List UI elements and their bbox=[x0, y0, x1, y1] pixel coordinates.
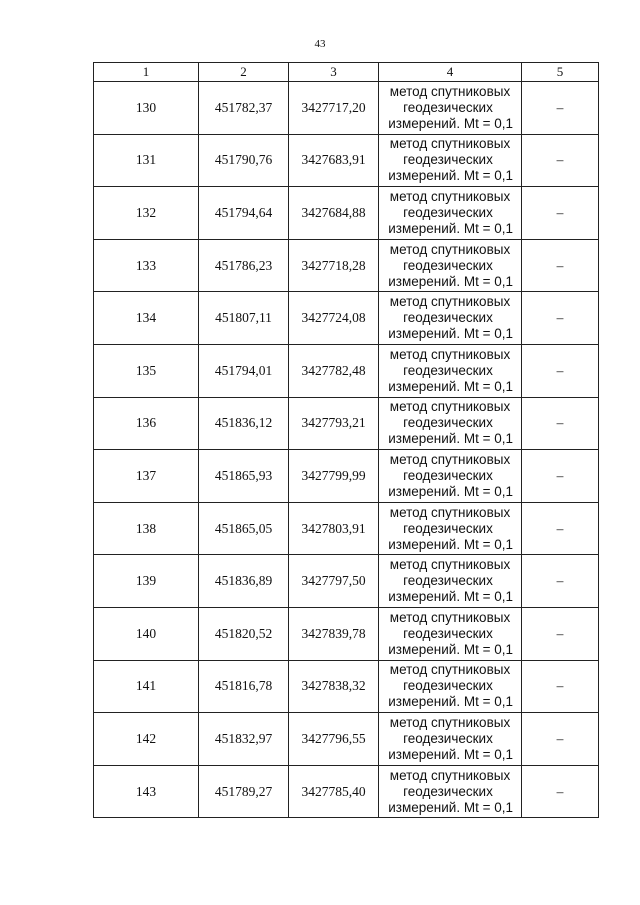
note-cell: – bbox=[522, 713, 599, 766]
y-coordinate-cell: 3427803,91 bbox=[289, 502, 379, 555]
method-line: метод спутниковых bbox=[389, 294, 511, 310]
x-coordinate-cell: 451832,97 bbox=[199, 713, 289, 766]
method-line: измерений. Mt = 0,1 bbox=[388, 589, 513, 605]
point-number-cell: 133 bbox=[94, 239, 199, 292]
note-cell: – bbox=[522, 187, 599, 240]
method-cell bbox=[379, 713, 522, 766]
method-line: геодезических bbox=[403, 520, 493, 536]
method-line: метод спутниковых bbox=[389, 557, 511, 573]
table-row bbox=[94, 502, 599, 555]
column-header-1: 1 bbox=[94, 63, 199, 82]
method-cell bbox=[379, 502, 522, 555]
x-coordinate-cell: 451807,11 bbox=[199, 292, 289, 345]
point-number-cell: 142 bbox=[94, 713, 199, 766]
x-coordinate-cell: 451836,89 bbox=[199, 555, 289, 608]
x-coordinate-cell: 451820,52 bbox=[199, 607, 289, 660]
note-cell: – bbox=[522, 555, 599, 608]
note-cell: – bbox=[522, 397, 599, 450]
y-coordinate-cell: 3427793,21 bbox=[289, 397, 379, 450]
point-number-cell: 136 bbox=[94, 397, 199, 450]
table-row bbox=[94, 187, 599, 240]
y-coordinate-cell: 3427718,28 bbox=[289, 239, 379, 292]
method-line: измерений. Mt = 0,1 bbox=[388, 694, 513, 710]
x-coordinate-cell: 451865,05 bbox=[199, 502, 289, 555]
method-line: измерений. Mt = 0,1 bbox=[388, 536, 513, 552]
method-line: геодезических bbox=[403, 467, 493, 483]
x-coordinate-cell: 451794,64 bbox=[199, 187, 289, 240]
method-line: метод спутниковых bbox=[389, 451, 511, 467]
column-header-2: 2 bbox=[199, 63, 289, 82]
method-line: геодезических bbox=[403, 99, 493, 115]
y-coordinate-cell: 3427724,08 bbox=[289, 292, 379, 345]
method-line: метод спутниковых bbox=[389, 399, 511, 415]
method-line: метод спутниковых bbox=[389, 83, 511, 99]
coordinates-table bbox=[93, 62, 599, 818]
column-header-4: 4 bbox=[379, 63, 522, 82]
method-cell bbox=[379, 607, 522, 660]
method-line: геодезических bbox=[403, 362, 493, 378]
method-line: измерений. Mt = 0,1 bbox=[388, 168, 513, 184]
method-line: метод спутниковых bbox=[389, 504, 511, 520]
method-line: метод спутниковых bbox=[389, 609, 511, 625]
method-line: измерений. Mt = 0,1 bbox=[388, 641, 513, 657]
table-row bbox=[94, 607, 599, 660]
x-coordinate-cell: 451794,01 bbox=[199, 344, 289, 397]
method-line: измерений. Mt = 0,1 bbox=[388, 115, 513, 131]
method-line: измерений. Mt = 0,1 bbox=[388, 799, 513, 815]
method-cell bbox=[379, 292, 522, 345]
table-row bbox=[94, 555, 599, 608]
table-row bbox=[94, 344, 599, 397]
point-number-cell: 137 bbox=[94, 450, 199, 503]
point-number-cell: 141 bbox=[94, 660, 199, 713]
point-number-cell: 131 bbox=[94, 134, 199, 187]
y-coordinate-cell: 3427782,48 bbox=[289, 344, 379, 397]
column-header-3: 3 bbox=[289, 63, 379, 82]
note-cell: – bbox=[522, 502, 599, 555]
method-line: геодезических bbox=[403, 783, 493, 799]
table-row bbox=[94, 713, 599, 766]
note-cell: – bbox=[522, 292, 599, 345]
method-cell bbox=[379, 134, 522, 187]
y-coordinate-cell: 3427785,40 bbox=[289, 765, 379, 818]
column-header-5: 5 bbox=[522, 63, 599, 82]
x-coordinate-cell: 451786,23 bbox=[199, 239, 289, 292]
x-coordinate-cell: 451816,78 bbox=[199, 660, 289, 713]
table-row bbox=[94, 292, 599, 345]
y-coordinate-cell: 3427797,50 bbox=[289, 555, 379, 608]
point-number-cell: 134 bbox=[94, 292, 199, 345]
method-line: измерений. Mt = 0,1 bbox=[388, 273, 513, 289]
note-cell: – bbox=[522, 344, 599, 397]
point-number-cell: 138 bbox=[94, 502, 199, 555]
y-coordinate-cell: 3427838,32 bbox=[289, 660, 379, 713]
note-cell: – bbox=[522, 450, 599, 503]
method-line: геодезических bbox=[403, 257, 493, 273]
method-line: метод спутниковых bbox=[389, 136, 511, 152]
y-coordinate-cell: 3427799,99 bbox=[289, 450, 379, 503]
y-coordinate-cell: 3427839,78 bbox=[289, 607, 379, 660]
note-cell: – bbox=[522, 82, 599, 135]
note-cell: – bbox=[522, 607, 599, 660]
note-cell: – bbox=[522, 765, 599, 818]
note-cell: – bbox=[522, 239, 599, 292]
table-row bbox=[94, 660, 599, 713]
method-cell bbox=[379, 397, 522, 450]
method-line: геодезических bbox=[403, 573, 493, 589]
method-line: метод спутниковых bbox=[389, 188, 511, 204]
method-cell bbox=[379, 344, 522, 397]
method-cell bbox=[379, 82, 522, 135]
method-line: измерений. Mt = 0,1 bbox=[388, 483, 513, 499]
point-number-cell: 139 bbox=[94, 555, 199, 608]
point-number-cell: 143 bbox=[94, 765, 199, 818]
table-row bbox=[94, 397, 599, 450]
method-line: геодезических bbox=[403, 415, 493, 431]
method-line: метод спутниковых bbox=[389, 714, 511, 730]
method-line: измерений. Mt = 0,1 bbox=[388, 378, 513, 394]
x-coordinate-cell: 451865,93 bbox=[199, 450, 289, 503]
note-cell: – bbox=[522, 660, 599, 713]
method-line: геодезических bbox=[403, 204, 493, 220]
point-number-cell: 140 bbox=[94, 607, 199, 660]
method-line: геодезических bbox=[403, 625, 493, 641]
method-line: метод спутниковых bbox=[389, 346, 511, 362]
method-line: измерений. Mt = 0,1 bbox=[388, 220, 513, 236]
method-line: измерений. Mt = 0,1 bbox=[388, 326, 513, 342]
method-cell bbox=[379, 450, 522, 503]
x-coordinate-cell: 451836,12 bbox=[199, 397, 289, 450]
point-number-cell: 135 bbox=[94, 344, 199, 397]
x-coordinate-cell: 451789,27 bbox=[199, 765, 289, 818]
table-row bbox=[94, 450, 599, 503]
table-row bbox=[94, 134, 599, 187]
y-coordinate-cell: 3427796,55 bbox=[289, 713, 379, 766]
method-cell bbox=[379, 239, 522, 292]
y-coordinate-cell: 3427683,91 bbox=[289, 134, 379, 187]
method-line: геодезических bbox=[403, 730, 493, 746]
note-cell: – bbox=[522, 134, 599, 187]
method-line: геодезических bbox=[403, 152, 493, 168]
method-line: метод спутниковых bbox=[389, 662, 511, 678]
method-line: геодезических bbox=[403, 310, 493, 326]
table-row bbox=[94, 239, 599, 292]
point-number-cell: 130 bbox=[94, 82, 199, 135]
table-row bbox=[94, 82, 599, 135]
table-header-row bbox=[94, 63, 599, 82]
method-cell bbox=[379, 555, 522, 608]
method-cell bbox=[379, 187, 522, 240]
table-row bbox=[94, 765, 599, 818]
x-coordinate-cell: 451790,76 bbox=[199, 134, 289, 187]
page-number: 43 bbox=[314, 38, 326, 50]
x-coordinate-cell: 451782,37 bbox=[199, 82, 289, 135]
y-coordinate-cell: 3427717,20 bbox=[289, 82, 379, 135]
method-cell bbox=[379, 660, 522, 713]
method-line: измерений. Mt = 0,1 bbox=[388, 746, 513, 762]
point-number-cell: 132 bbox=[94, 187, 199, 240]
method-line: геодезических bbox=[403, 678, 493, 694]
method-cell bbox=[379, 765, 522, 818]
method-line: измерений. Mt = 0,1 bbox=[388, 431, 513, 447]
y-coordinate-cell: 3427684,88 bbox=[289, 187, 379, 240]
method-line: метод спутниковых bbox=[389, 241, 511, 257]
method-line: метод спутниковых bbox=[389, 767, 511, 783]
